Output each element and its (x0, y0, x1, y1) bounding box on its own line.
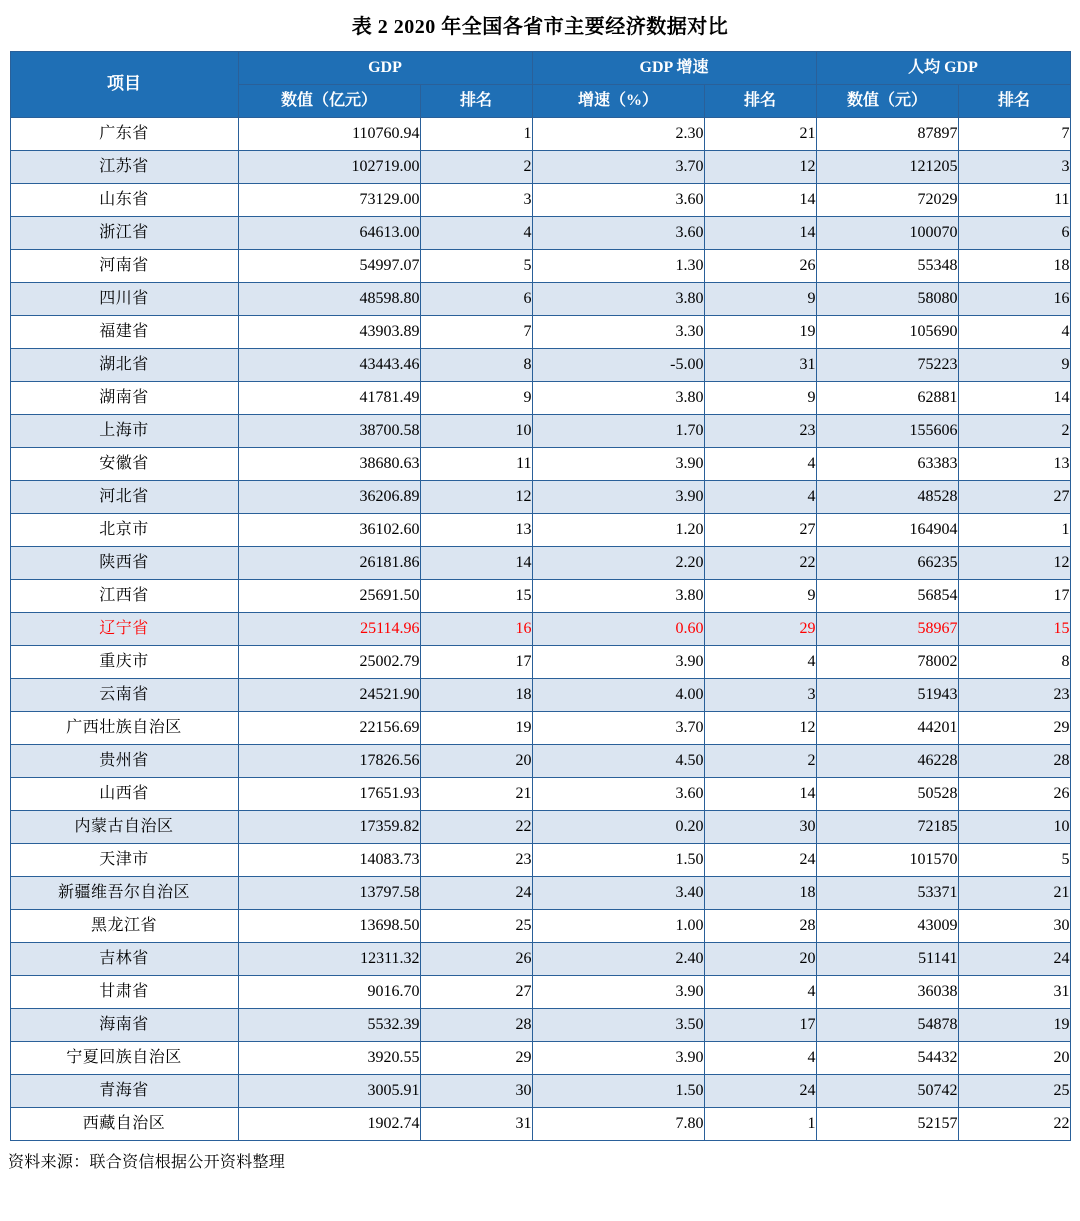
growth-value: 1.50 (532, 844, 704, 877)
growth-value: 1.30 (532, 250, 704, 283)
percapita-rank: 3 (958, 151, 1070, 184)
growth-rank: 20 (704, 943, 816, 976)
growth-rank: 3 (704, 679, 816, 712)
gdp-rank: 21 (420, 778, 532, 811)
gdp-rank: 27 (420, 976, 532, 1009)
growth-value: 4.50 (532, 745, 704, 778)
gdp-rank: 23 (420, 844, 532, 877)
percapita-rank: 13 (958, 448, 1070, 481)
table-row (10, 811, 1070, 844)
province-name: 山西省 (10, 778, 238, 811)
header-percapita-rank: 排名 (958, 85, 1070, 118)
growth-rank: 19 (704, 316, 816, 349)
percapita-value: 66235 (816, 547, 958, 580)
table-row (10, 1009, 1070, 1042)
table-row (10, 481, 1070, 514)
percapita-value: 46228 (816, 745, 958, 778)
gdp-value: 22156.69 (238, 712, 420, 745)
header-group-gdp: GDP (238, 52, 532, 85)
percapita-rank: 2 (958, 415, 1070, 448)
growth-rank: 14 (704, 184, 816, 217)
percapita-value: 44201 (816, 712, 958, 745)
province-name: 内蒙古自治区 (10, 811, 238, 844)
gdp-rank: 22 (420, 811, 532, 844)
gdp-value: 25691.50 (238, 580, 420, 613)
percapita-value: 121205 (816, 151, 958, 184)
growth-value: 3.60 (532, 184, 704, 217)
gdp-rank: 3 (420, 184, 532, 217)
province-name: 天津市 (10, 844, 238, 877)
growth-rank: 4 (704, 481, 816, 514)
gdp-rank: 31 (420, 1108, 532, 1141)
table-row (10, 1042, 1070, 1075)
percapita-rank: 11 (958, 184, 1070, 217)
gdp-value: 38680.63 (238, 448, 420, 481)
province-name: 云南省 (10, 679, 238, 712)
growth-rank: 12 (704, 151, 816, 184)
growth-rank: 29 (704, 613, 816, 646)
percapita-rank: 20 (958, 1042, 1070, 1075)
table-row (10, 844, 1070, 877)
percapita-value: 63383 (816, 448, 958, 481)
growth-rank: 23 (704, 415, 816, 448)
percapita-rank: 1 (958, 514, 1070, 547)
gdp-value: 13797.58 (238, 877, 420, 910)
percapita-value: 78002 (816, 646, 958, 679)
table-row (10, 646, 1070, 679)
growth-value: 2.20 (532, 547, 704, 580)
percapita-rank: 8 (958, 646, 1070, 679)
province-name: 浙江省 (10, 217, 238, 250)
growth-rank: 14 (704, 778, 816, 811)
growth-value: 7.80 (532, 1108, 704, 1141)
gdp-rank: 24 (420, 877, 532, 910)
percapita-rank: 28 (958, 745, 1070, 778)
table-row (10, 250, 1070, 283)
percapita-value: 101570 (816, 844, 958, 877)
growth-rank: 4 (704, 976, 816, 1009)
gdp-value: 1902.74 (238, 1108, 420, 1141)
percapita-rank: 10 (958, 811, 1070, 844)
growth-value: 1.70 (532, 415, 704, 448)
gdp-rank: 18 (420, 679, 532, 712)
percapita-rank: 22 (958, 1108, 1070, 1141)
growth-value: 3.80 (532, 580, 704, 613)
growth-value: 3.80 (532, 382, 704, 415)
gdp-rank: 9 (420, 382, 532, 415)
growth-value: 1.00 (532, 910, 704, 943)
growth-rank: 30 (704, 811, 816, 844)
gdp-value: 64613.00 (238, 217, 420, 250)
growth-rank: 9 (704, 580, 816, 613)
percapita-value: 36038 (816, 976, 958, 1009)
province-name: 湖北省 (10, 349, 238, 382)
table-row (10, 976, 1070, 1009)
table-row (10, 778, 1070, 811)
percapita-value: 100070 (816, 217, 958, 250)
growth-value: 4.00 (532, 679, 704, 712)
table-row (10, 448, 1070, 481)
table-row (10, 184, 1070, 217)
percapita-value: 55348 (816, 250, 958, 283)
growth-rank: 9 (704, 283, 816, 316)
gdp-rank: 19 (420, 712, 532, 745)
table-row (10, 613, 1070, 646)
percapita-value: 75223 (816, 349, 958, 382)
growth-rank: 21 (704, 118, 816, 151)
gdp-value: 24521.90 (238, 679, 420, 712)
gdp-rank: 15 (420, 580, 532, 613)
table-row (10, 679, 1070, 712)
growth-rank: 2 (704, 745, 816, 778)
table-row (10, 151, 1070, 184)
percapita-rank: 4 (958, 316, 1070, 349)
percapita-value: 155606 (816, 415, 958, 448)
province-name: 湖南省 (10, 382, 238, 415)
province-name: 青海省 (10, 1075, 238, 1108)
province-name: 陕西省 (10, 547, 238, 580)
growth-rank: 1 (704, 1108, 816, 1141)
percapita-rank: 14 (958, 382, 1070, 415)
percapita-value: 48528 (816, 481, 958, 514)
percapita-value: 62881 (816, 382, 958, 415)
province-name: 西藏自治区 (10, 1108, 238, 1141)
province-name: 吉林省 (10, 943, 238, 976)
gdp-rank: 4 (420, 217, 532, 250)
table-body (10, 118, 1070, 1141)
province-name: 宁夏回族自治区 (10, 1042, 238, 1075)
table-row (10, 514, 1070, 547)
gdp-value: 54997.07 (238, 250, 420, 283)
percapita-value: 87897 (816, 118, 958, 151)
percapita-rank: 23 (958, 679, 1070, 712)
table-row (10, 1108, 1070, 1141)
gdp-rank: 20 (420, 745, 532, 778)
table-header (10, 52, 1070, 118)
percapita-value: 50742 (816, 1075, 958, 1108)
province-name: 重庆市 (10, 646, 238, 679)
gdp-value: 17826.56 (238, 745, 420, 778)
gdp-rank: 7 (420, 316, 532, 349)
table-header-row-groups (10, 52, 1070, 85)
province-name: 河北省 (10, 481, 238, 514)
province-name: 江西省 (10, 580, 238, 613)
gdp-value: 3920.55 (238, 1042, 420, 1075)
header-group-gdp-growth: GDP 增速 (532, 52, 816, 85)
growth-value: 3.80 (532, 283, 704, 316)
growth-rank: 18 (704, 877, 816, 910)
table-row (10, 580, 1070, 613)
gdp-value: 17359.82 (238, 811, 420, 844)
percapita-value: 53371 (816, 877, 958, 910)
header-growth-rank: 排名 (704, 85, 816, 118)
province-name: 山东省 (10, 184, 238, 217)
gdp-rank: 26 (420, 943, 532, 976)
table-title: 表 2 2020 年全国各省市主要经济数据对比 (351, 16, 729, 38)
growth-value: 3.60 (532, 778, 704, 811)
percapita-value: 54432 (816, 1042, 958, 1075)
growth-rank: 27 (704, 514, 816, 547)
growth-value: 3.90 (532, 481, 704, 514)
source-note: 资料来源：联合资信根据公开资料整理 (8, 1154, 286, 1171)
percapita-rank: 24 (958, 943, 1070, 976)
gdp-rank: 29 (420, 1042, 532, 1075)
province-name: 福建省 (10, 316, 238, 349)
growth-value: 3.90 (532, 646, 704, 679)
gdp-value: 9016.70 (238, 976, 420, 1009)
gdp-value: 12311.32 (238, 943, 420, 976)
gdp-value: 36206.89 (238, 481, 420, 514)
percapita-rank: 18 (958, 250, 1070, 283)
gdp-value: 25114.96 (238, 613, 420, 646)
gdp-value: 110760.94 (238, 118, 420, 151)
percapita-value: 105690 (816, 316, 958, 349)
province-name: 黑龙江省 (10, 910, 238, 943)
percapita-value: 72029 (816, 184, 958, 217)
percapita-value: 58080 (816, 283, 958, 316)
growth-value: 3.70 (532, 712, 704, 745)
table-row (10, 943, 1070, 976)
percapita-value: 50528 (816, 778, 958, 811)
growth-value: 3.70 (532, 151, 704, 184)
gdp-rank: 8 (420, 349, 532, 382)
header-group-gdp-percapita: 人均 GDP (816, 52, 1070, 85)
table-row (10, 217, 1070, 250)
growth-rank: 24 (704, 1075, 816, 1108)
gdp-value: 25002.79 (238, 646, 420, 679)
growth-rank: 17 (704, 1009, 816, 1042)
gdp-rank: 17 (420, 646, 532, 679)
gdp-value: 17651.93 (238, 778, 420, 811)
percapita-rank: 26 (958, 778, 1070, 811)
economic-data-table (10, 51, 1071, 1141)
province-name: 广东省 (10, 118, 238, 151)
growth-rank: 28 (704, 910, 816, 943)
gdp-rank: 5 (420, 250, 532, 283)
gdp-value: 5532.39 (238, 1009, 420, 1042)
percapita-rank: 6 (958, 217, 1070, 250)
percapita-rank: 17 (958, 580, 1070, 613)
province-name: 广西壮族自治区 (10, 712, 238, 745)
province-name: 海南省 (10, 1009, 238, 1042)
percapita-rank: 21 (958, 877, 1070, 910)
table-row (10, 316, 1070, 349)
gdp-value: 13698.50 (238, 910, 420, 943)
growth-rank: 4 (704, 448, 816, 481)
gdp-rank: 30 (420, 1075, 532, 1108)
percapita-value: 72185 (816, 811, 958, 844)
table-row (10, 745, 1070, 778)
growth-rank: 12 (704, 712, 816, 745)
percapita-rank: 27 (958, 481, 1070, 514)
gdp-rank: 2 (420, 151, 532, 184)
percapita-value: 56854 (816, 580, 958, 613)
gdp-rank: 1 (420, 118, 532, 151)
percapita-value: 51141 (816, 943, 958, 976)
table-row (10, 382, 1070, 415)
header-percapita-value: 数值（元） (816, 85, 958, 118)
gdp-rank: 13 (420, 514, 532, 547)
table-row (10, 877, 1070, 910)
percapita-rank: 5 (958, 844, 1070, 877)
growth-value: 0.20 (532, 811, 704, 844)
gdp-value: 38700.58 (238, 415, 420, 448)
growth-rank: 31 (704, 349, 816, 382)
growth-rank: 9 (704, 382, 816, 415)
gdp-value: 3005.91 (238, 1075, 420, 1108)
growth-value: 1.20 (532, 514, 704, 547)
growth-value: 2.40 (532, 943, 704, 976)
percapita-value: 51943 (816, 679, 958, 712)
gdp-value: 43903.89 (238, 316, 420, 349)
table-row (10, 283, 1070, 316)
table-row (10, 1075, 1070, 1108)
growth-value: 2.30 (532, 118, 704, 151)
gdp-value: 102719.00 (238, 151, 420, 184)
growth-value: 0.60 (532, 613, 704, 646)
percapita-rank: 15 (958, 613, 1070, 646)
percapita-value: 58967 (816, 613, 958, 646)
gdp-value: 36102.60 (238, 514, 420, 547)
percapita-value: 54878 (816, 1009, 958, 1042)
percapita-rank: 25 (958, 1075, 1070, 1108)
table-row (10, 349, 1070, 382)
growth-value: 1.50 (532, 1075, 704, 1108)
percapita-value: 52157 (816, 1108, 958, 1141)
percapita-rank: 12 (958, 547, 1070, 580)
growth-value: 3.50 (532, 1009, 704, 1042)
province-name: 上海市 (10, 415, 238, 448)
gdp-value: 41781.49 (238, 382, 420, 415)
growth-value: 3.90 (532, 976, 704, 1009)
province-name: 江苏省 (10, 151, 238, 184)
percapita-value: 164904 (816, 514, 958, 547)
growth-value: 3.90 (532, 1042, 704, 1075)
province-name: 辽宁省 (10, 613, 238, 646)
gdp-rank: 11 (420, 448, 532, 481)
province-name: 北京市 (10, 514, 238, 547)
gdp-rank: 14 (420, 547, 532, 580)
province-name: 甘肃省 (10, 976, 238, 1009)
percapita-rank: 31 (958, 976, 1070, 1009)
growth-rank: 26 (704, 250, 816, 283)
header-gdp-rank: 排名 (420, 85, 532, 118)
percapita-rank: 7 (958, 118, 1070, 151)
percapita-rank: 19 (958, 1009, 1070, 1042)
gdp-rank: 10 (420, 415, 532, 448)
province-name: 新疆维吾尔自治区 (10, 877, 238, 910)
table-row (10, 547, 1070, 580)
growth-value: 3.60 (532, 217, 704, 250)
growth-value: -5.00 (532, 349, 704, 382)
percapita-rank: 30 (958, 910, 1070, 943)
gdp-value: 73129.00 (238, 184, 420, 217)
percapita-rank: 16 (958, 283, 1070, 316)
header-growth-value: 增速（%） (532, 85, 704, 118)
percapita-rank: 29 (958, 712, 1070, 745)
growth-rank: 4 (704, 1042, 816, 1075)
gdp-rank: 6 (420, 283, 532, 316)
province-name: 四川省 (10, 283, 238, 316)
growth-value: 3.90 (532, 448, 704, 481)
growth-rank: 14 (704, 217, 816, 250)
percapita-rank: 9 (958, 349, 1070, 382)
growth-value: 3.40 (532, 877, 704, 910)
table-row (10, 415, 1070, 448)
gdp-value: 14083.73 (238, 844, 420, 877)
header-gdp-value: 数值（亿元） (238, 85, 420, 118)
gdp-rank: 16 (420, 613, 532, 646)
table-row (10, 118, 1070, 151)
growth-rank: 4 (704, 646, 816, 679)
header-item: 项目 (10, 52, 238, 118)
table-row (10, 910, 1070, 943)
province-name: 安徽省 (10, 448, 238, 481)
gdp-value: 26181.86 (238, 547, 420, 580)
gdp-value: 43443.46 (238, 349, 420, 382)
table-row (10, 712, 1070, 745)
percapita-value: 43009 (816, 910, 958, 943)
growth-value: 3.30 (532, 316, 704, 349)
growth-rank: 24 (704, 844, 816, 877)
growth-rank: 22 (704, 547, 816, 580)
gdp-value: 48598.80 (238, 283, 420, 316)
province-name: 贵州省 (10, 745, 238, 778)
gdp-rank: 28 (420, 1009, 532, 1042)
gdp-rank: 12 (420, 481, 532, 514)
gdp-rank: 25 (420, 910, 532, 943)
province-name: 河南省 (10, 250, 238, 283)
